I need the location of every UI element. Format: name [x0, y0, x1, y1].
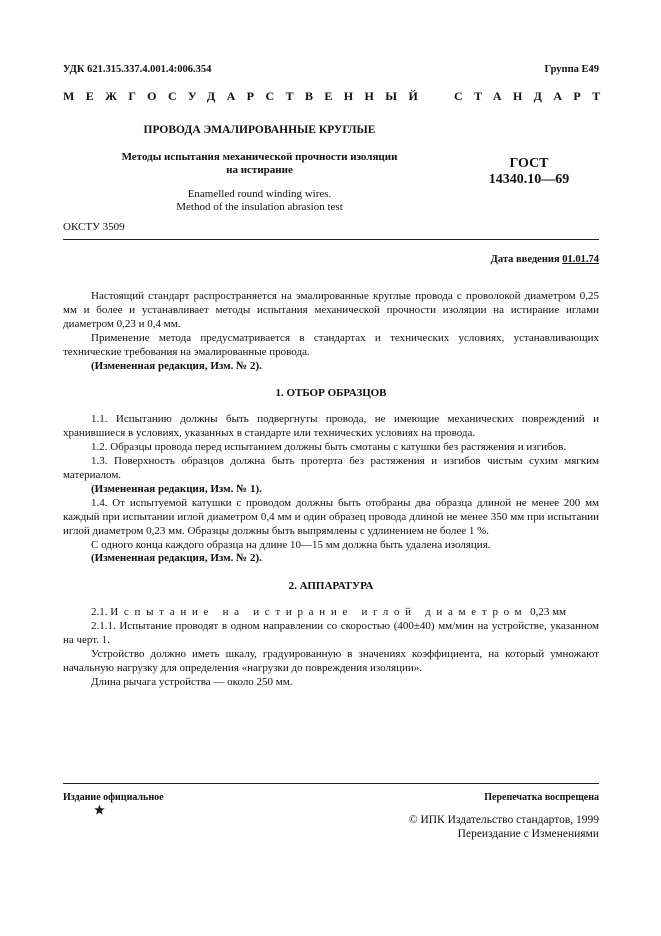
subtitle-line-2: на истирание	[226, 164, 293, 176]
document-title: ПРОВОДА ЭМАЛИРОВАННЫЕ КРУГЛЫЕ	[143, 124, 376, 136]
date-value: 01.01.74	[562, 254, 599, 265]
clause-1-4-continued: С одного конца каждого образца на длине 10—15 мм должна быть удалена изоляция.	[91, 538, 491, 551]
intro-amendment-note: (Измененная редакция, Изм. № 2).	[91, 359, 262, 372]
intro-paragraph-1: Настоящий стандарт распространяется на эмалированные круглые провода с проволокой диаметром 0,25 мм и более и устанавливает методы испытания механической прочности изоляции на истирание иглами диаметром 0,23 и 0,4 мм.	[63, 290, 599, 330]
clause-1-4: 1.4. От испытуемой катушки с проводом должны быть отобраны два образца длиной не менее 200 мм каждый при испытании иглой диаметром 0,4 мм и один образец провода длиной не менее 350 мм при испытании иглой диаметром 0,23 мм. Образцы должны быть выпрямлены с удлинением не более 1 %.	[63, 496, 599, 537]
subtitle-line-1: Методы испытания механической прочности изоляции	[121, 151, 398, 163]
clause-2-1-number: 2.1.	[91, 606, 108, 619]
okstu-code: ОКСТУ 3509	[63, 221, 125, 233]
gost-designation	[474, 156, 584, 188]
clause-2-1-1-lever-length: Длина рычага устройства — около 250 мм.	[91, 675, 293, 688]
section-1-amendment-note-1: (Измененная редакция, Изм. № 1).	[91, 482, 262, 495]
date-label: Дата введения	[490, 254, 560, 265]
reissue-line: Переиздание с Изменениями	[457, 828, 599, 840]
footer-divider	[63, 783, 599, 784]
header-divider	[63, 239, 599, 240]
english-title-line-2: Method of the insulation abrasion test	[176, 201, 343, 213]
clause-2-1-1-device-scale: Устройство должно иметь шкалу, градуированную в значениях коэффициента, на который умножают начальную нагрузку для определения «нагрузки до повреждения изоляции».	[63, 647, 599, 674]
clause-2-1	[63, 606, 599, 620]
udk-code: УДК 621.315.337.4.001.4:006.354	[63, 64, 212, 75]
clause-2-1-size: 0,23 мм	[530, 606, 566, 619]
star-icon: ★	[94, 803, 105, 817]
intro-paragraph-2: Применение метода предусматривается в стандартах и технических условиях, устанавливающих технические требования на эмалированные провода.	[63, 331, 599, 358]
clause-1-2: 1.2. Образцы провода перед испытанием должны быть смотаны с катушки без растяжения и изгибов.	[91, 441, 567, 454]
reprint-prohibited-label: Перепечатка воспрещена	[484, 792, 599, 803]
gost-label: ГОСТ	[509, 156, 549, 171]
group-code: Группа Е49	[544, 64, 599, 75]
official-edition-label: Издание официальное	[63, 792, 164, 803]
copyright-block	[299, 813, 599, 841]
section-1-heading: 1. ОТБОР ОБРАЗЦОВ	[275, 387, 387, 400]
clause-1-3: 1.3. Поверхность образцов должна быть протерта без растяжения и изгибов чистым сухим мягким материалом.	[63, 455, 599, 481]
copyright-line: © ИПК Издательство стандартов, 1999	[408, 814, 599, 826]
introduction-date	[491, 254, 599, 265]
clause-1-1: 1.1. Испытанию должны быть подвергнуты провода, не имеющие механических повреждений и хранившиеся в условиях, указанных в стандарте или технических условиях на провода.	[63, 413, 599, 440]
banner-interstate: МЕЖГОСУДАРСТВЕННЫЙ	[63, 89, 430, 103]
english-title	[63, 188, 456, 214]
banner-standard: СТАНДАРТ	[454, 89, 612, 103]
section-2-heading: 2. АППАРАТУРА	[288, 580, 374, 593]
section-1-amendment-note-2: (Измененная редакция, Изм. № 2).	[91, 552, 262, 565]
clause-2-1-title: Испытание на истирание иглой диаметром	[110, 606, 528, 619]
clause-2-1-1: 2.1.1. Испытание проводят в одном направлении со скоростью (400±40) мм/мин на устройстве, указанном на черт. 1.	[63, 620, 599, 647]
gost-number: 14340.10—69	[488, 172, 570, 187]
english-title-line-1: Enamelled round winding wires.	[187, 188, 332, 200]
document-subtitle	[63, 151, 456, 177]
document-body	[63, 290, 599, 690]
